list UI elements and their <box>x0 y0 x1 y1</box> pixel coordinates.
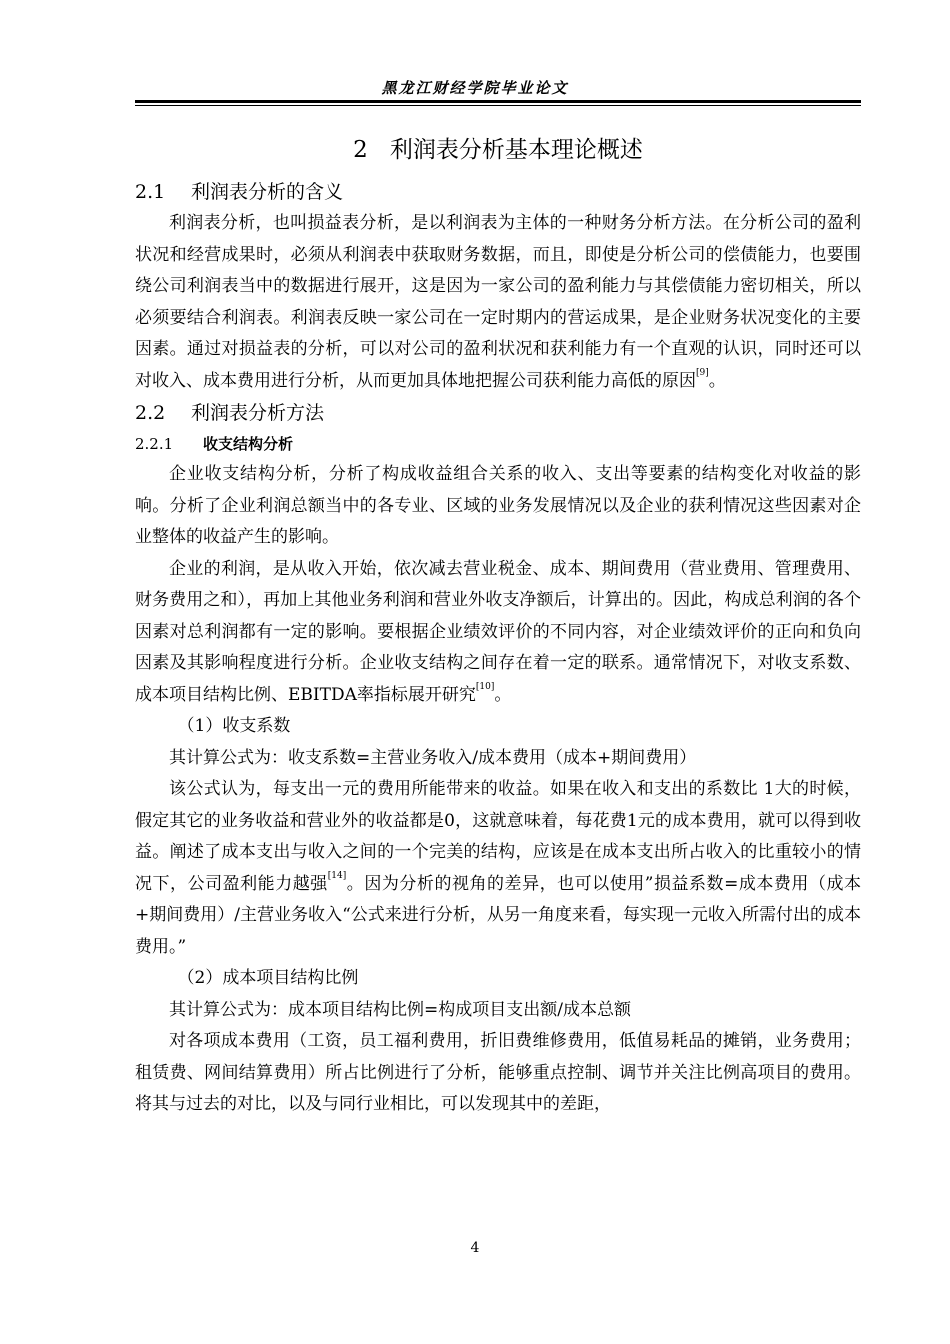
citation: [14] <box>327 870 347 881</box>
subsection-number: 2.2.1 <box>135 435 174 453</box>
page-number: 4 <box>470 1240 480 1256</box>
page-body <box>135 124 861 1121</box>
subsection-heading-2-2-1 <box>135 429 861 459</box>
subsection-title: 收支结构分析 <box>203 435 294 453</box>
paragraph-text: 企业的利润，是从收入开始，依次减去营业税金、成本、期间费用（营业费用、管理费用、财务费用之和），再加上其他业务利润和营业外收支净额后，计算出的。因此，构成总利润的各个因素对总利润都有一定的影响。要根据企业绩效评价的不同内容，对企业绩效评价的正向和负向因素及其影响程度进行分析。企业收支结构之间存在着一定的联系。通常情况下，对收支系数、成本项目结构比例、EBITDA率指标展开研究 <box>135 558 861 705</box>
list-item-label: （1）收支系数 <box>177 716 291 736</box>
section-heading-2-1 <box>135 176 861 208</box>
paragraph-tail: 。 <box>494 684 512 705</box>
paragraph-tail: 。 <box>708 370 726 391</box>
paragraph: 企业收支结构分析，分析了构成收益组合关系的收入、支出等要素的结构变化对收益的影响。分析了企业利润总额当中的各专业、区域的业务发展情况以及企业的获利情况这些因素对企业整体的收益产生的影响。 <box>135 464 861 547</box>
formula-line: 其计算公式为：成本项目结构比例=构成项目支出额/成本总额 <box>169 999 631 1020</box>
citation: [9] <box>696 367 709 378</box>
paragraph-text: 该公式认为，每支出一元的费用所能带来的收益。如果在收入和支出的系数比 1大的时候，假定其它的业务收益和营业外的收益都是0，这就意味着，每花费1元的成本费用，就可以得到收益。阐述了成本支出与收入之间的一个完美的结构，应该是在成本支出所占收入的比重较小的情况下，公司盈利能力越强 <box>135 779 861 894</box>
section-number: 2.1 <box>135 181 166 203</box>
paragraph <box>135 774 861 963</box>
paragraph <box>135 208 861 397</box>
running-header: 黑龙江财经学院毕业论文 <box>381 79 569 97</box>
chapter-title: 利润表分析基本理论概述 <box>389 137 643 163</box>
section-number: 2.2 <box>135 402 166 424</box>
list-item-label: （2）成本项目结构比例 <box>177 968 359 988</box>
header-rule-thin <box>135 105 861 106</box>
formula-line: 其计算公式为：收支系数=主营业务收入/成本费用（成本+期间费用） <box>169 747 697 768</box>
chapter-heading <box>135 124 861 176</box>
section-title: 利润表分析方法 <box>191 402 325 424</box>
paragraph-text: 利润表分析，也叫损益表分析，是以利润表为主体的一种财务分析方法。在分析公司的盈利状况和经营成果时，必须从利润表中获取财务数据，而且，即使是分析公司的偿债能力，也要围绕公司利润表当中的数据进行展开，这是因为一家公司的盈利能力与其偿债能力密切相关，所以必须要结合利润表。利润表反映一家公司在一定时期内的营运成果，是企业财务状况变化的主要因素。通过对损益表的分析，可以对公司的盈利状况和获利能力有一个直观的认识，同时还可以对收入、成本费用进行分析，从而更加具体地把握公司获利能力高低的原因 <box>135 213 861 391</box>
paragraph: 对各项成本费用（工资，员工福利费用，折旧费维修费用，低值易耗品的摊销，业务费用；租赁费、网间结算费用）所占比例进行了分析，能够重点控制、调节并关注比例高项目的费用。将其与过去的对比，以及与同行业相比，可以发现其中的差距， <box>135 1031 861 1114</box>
citation: [10] <box>475 681 495 692</box>
paragraph-tail: 。因为分析的视角的差异，也可以使用”损益系数=成本费用（成本+期间费用）/主营业务收入“公式来进行分析，从另一角度来看，每实现一元收入所需付出的成本费用。” <box>135 873 862 957</box>
header-rule-thick <box>135 100 861 103</box>
section-heading-2-2 <box>135 397 861 429</box>
paragraph <box>135 554 861 712</box>
chapter-number: 2 <box>353 137 368 163</box>
section-title: 利润表分析的含义 <box>191 181 344 203</box>
